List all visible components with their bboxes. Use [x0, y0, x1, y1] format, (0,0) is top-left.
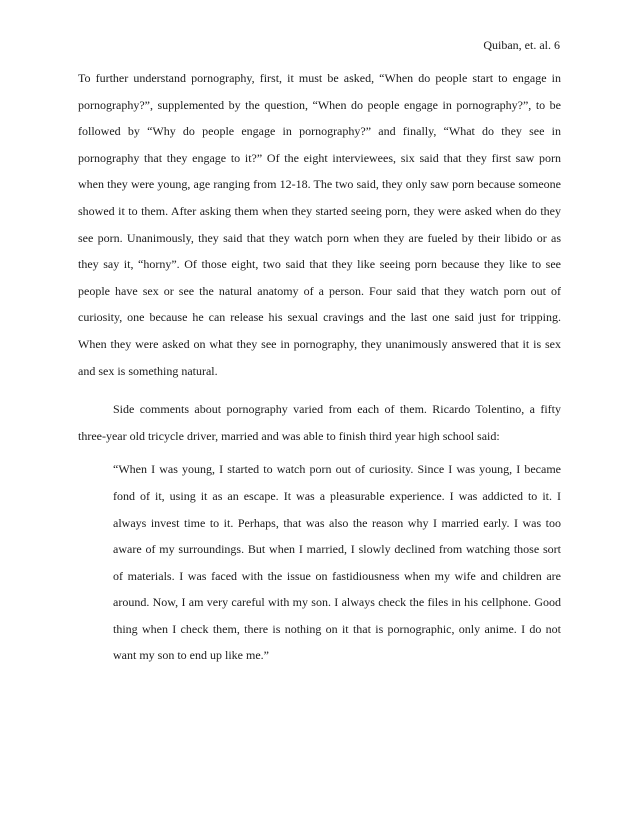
paragraph-side-comments: Side comments about pornography varied from each of them. Ricardo Tolentino, a fifty three-year old tricycle driver, married and was able to finish third year high school said: — [78, 402, 561, 443]
running-header — [483, 37, 560, 53]
page-number: 6 — [554, 38, 560, 52]
running-head-authors: Quiban, et. al. — [483, 38, 551, 52]
block-quote-interview: “When I was young, I started to watch porn out of curiosity. Since I was young, I became fond of it, using it as an escape. It was a pleasurable experience. I was addicted to it. I always invest time to it. Perhaps, that was also the reason why I married early. I was too aware of my surroundings. But when I married, I slowly declined from watching those sort of materials. I was faced with the issue on fastidiousness when my wife and children are around. Now, I am very careful with my son. I always check the files in his cellphone. Good thing when I check them, there is nothing on it that is pornographic, only anime. I do not want my son to end up like me.” — [113, 462, 561, 663]
paragraph-intro: To further understand pornography, first, it must be asked, “When do people start to engage in pornography?”, supplemented by the question, “When do people engage in pornography?”, to be followed by “Why do people engage in pornography?” and finally, “What do they see in pornography that they engage to it?” Of the eight interviewees, six said that they first saw porn when they were young, age ranging from 12-18. The two said, they only saw porn because someone showed it to them. After asking them when they started seeing porn, they were asked when do they see porn. Unanimously, they said that they watch porn when they are fueled by their libido or as they say it, “horny”. Of those eight, two said that they like seeing porn because they like to see people have sex or see the natural anatomy of a person. Four said that they watch porn out of curiosity, one because he can release his sexual cravings and the last one said just for tripping. When they were asked on what they see in pornography, they unanimously answered that it is sex and sex is something natural. — [78, 71, 561, 378]
body-text — [78, 65, 561, 669]
